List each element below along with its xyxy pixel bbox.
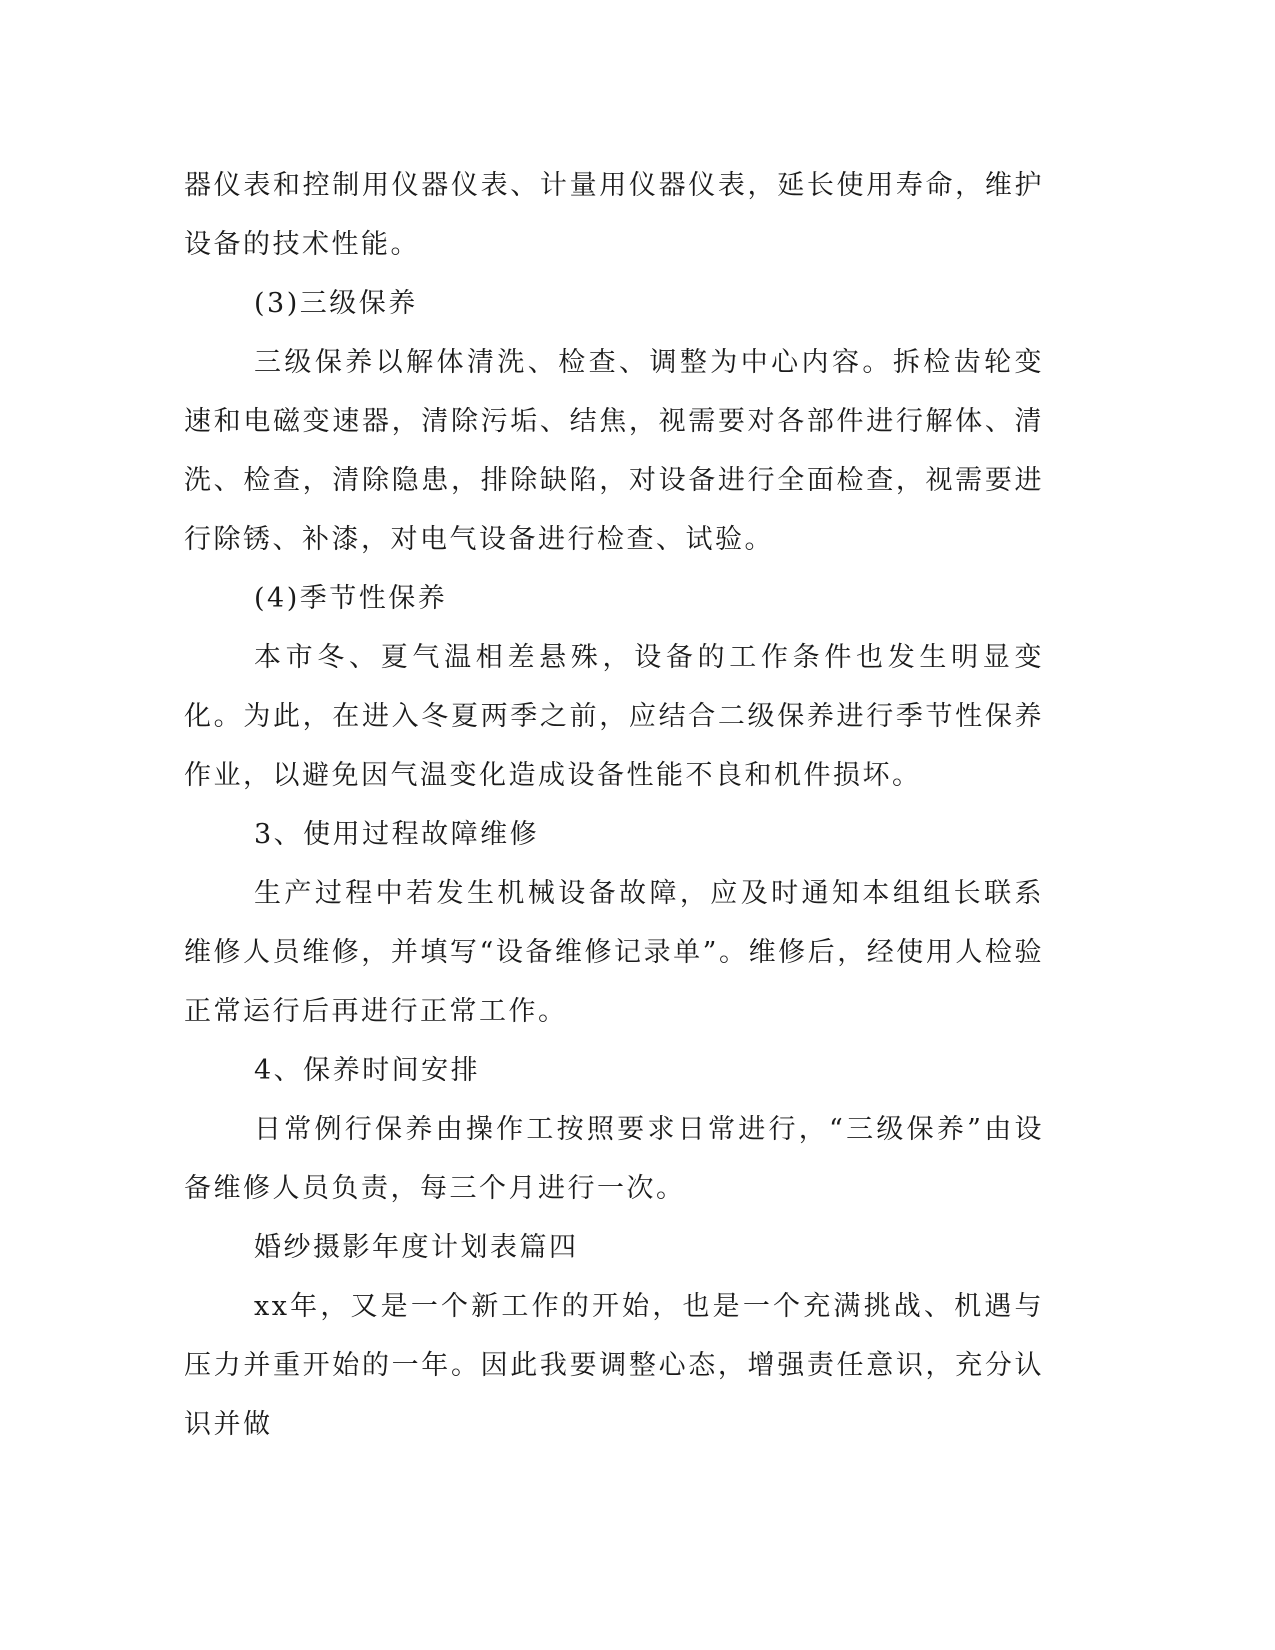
paragraph-third-level-maintenance: 三级保养以解体清洗、检查、调整为中心内容。拆检齿轮变速和电磁变速器，清除污垢、结焦，视需要对各部件进行解体、清洗、检查，清除隐患，排除缺陷，对设备进行全面检查，视需要进行除锈、补漆，对电气设备进行检查、试验。: [184, 347, 1044, 555]
document-body: [184, 156, 1044, 1454]
paragraph-fault-repair: 生产过程中若发生机械设备故障，应及时通知本组组长联系维修人员维修，并填写“设备维修记录单”。维修后，经使用人检验正常运行后再进行正常工作。: [184, 878, 1044, 1027]
heading-seasonal-maintenance: (4)季节性保养: [254, 583, 448, 614]
heading-article-four: 婚纱摄影年度计划表篇四: [254, 1232, 579, 1263]
paragraph-seasonal-maintenance: 本市冬、夏气温相差悬殊，设备的工作条件也发生明显变化。为此，在进入冬夏两季之前，应结合二级保养进行季节性保养作业，以避免因气温变化造成设备性能不良和机件损坏。: [184, 642, 1044, 791]
heading-fault-repair: 3、使用过程故障维修: [254, 819, 540, 850]
paragraph-continuation: 器仪表和控制用仪器仪表、计量用仪器仪表，延长使用寿命，维护设备的技术性能。: [184, 170, 1044, 260]
paragraph-maintenance-schedule: 日常例行保养由操作工按照要求日常进行，“三级保养”由设备维修人员负责，每三个月进行一次。: [184, 1114, 1044, 1204]
paragraph-article-four-intro: xx年，又是一个新工作的开始，也是一个充满挑战、机遇与压力并重开始的一年。因此我要调整心态，增强责任意识，充分认识并做: [184, 1291, 1044, 1440]
heading-third-level-maintenance: (3)三级保养: [254, 288, 418, 319]
heading-maintenance-schedule: 4、保养时间安排: [254, 1055, 481, 1086]
